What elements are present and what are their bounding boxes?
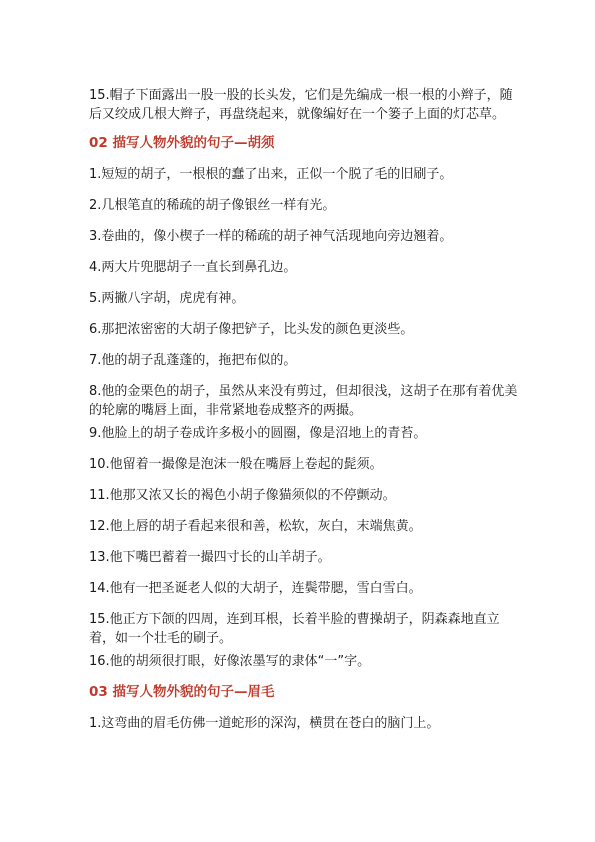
beard-item-8: 8.他的金栗色的胡子，虽然从来没有剪过，但却很浅，这胡子在那有着优美的轮廓的嘴唇上面，非常紧地卷成整齐的两撮。 bbox=[89, 384, 518, 418]
section-eyebrow bbox=[89, 683, 519, 733]
beard-item-15: 15.他正方下颌的四周，连到耳根，长着半脸的曹操胡子，阴森森地直立着，如一个壮毛的刷子。 bbox=[89, 612, 500, 646]
document-content bbox=[89, 86, 519, 745]
beard-item-3: 3.卷曲的，像小楔子一样的稀疏的胡子神气活现地向旁边翘着。 bbox=[89, 229, 453, 244]
eyebrow-item-1: 1.这弯曲的眉毛仿佛一道蛇形的深沟，横贯在苍白的脑门上。 bbox=[89, 716, 440, 731]
beard-item-2: 2.几根笔直的稀疏的胡子像银丝一样有光。 bbox=[89, 198, 336, 213]
beard-item-7: 7.他的胡子乱蓬蓬的，拖把布似的。 bbox=[89, 353, 297, 368]
beard-item-16: 16.他的胡须很打眼，好像浓墨写的隶体“一”字。 bbox=[89, 654, 371, 669]
beard-item-5: 5.两撇八字胡，虎虎有神。 bbox=[89, 291, 245, 306]
section-heading-beard: 02 描写人物外貌的句子—胡须 bbox=[89, 135, 275, 151]
beard-item-10: 10.他留着一撮像是泡沫一般在嘴唇上卷起的髭须。 bbox=[89, 457, 383, 472]
section-heading-eyebrow: 03 描写人物外貌的句子—眉毛 bbox=[89, 684, 275, 700]
beard-item-14: 14.他有一把圣诞老人似的大胡子，连鬓带腮，雪白雪白。 bbox=[89, 581, 422, 596]
beard-item-6: 6.那把浓密密的大胡子像把铲子，比头发的颜色更淡些。 bbox=[89, 322, 414, 337]
beard-item-12: 12.他上唇的胡子看起来很和善，松软，灰白，末端焦黄。 bbox=[89, 519, 422, 534]
paragraph-hat-hair-15: 15.帽子下面露出一股一股的长头发，它们是先编成一根一根的小辫子，随后又绞成几根大辫子，再盘绕起来，就像编好在一个篓子上面的灯芯草。 bbox=[89, 88, 513, 122]
beard-item-4: 4.两大片兜腮胡子一直长到鼻孔边。 bbox=[89, 260, 297, 275]
beard-item-1: 1.短短的胡子，一根根的蠢了出来，正似一个脱了毛的旧刷子。 bbox=[89, 167, 453, 182]
beard-item-11: 11.他那又浓又长的褐色小胡子像猫须似的不停颤动。 bbox=[89, 488, 396, 503]
beard-item-9: 9.他脸上的胡子卷成许多极小的圆圈，像是沼地上的青苔。 bbox=[89, 426, 427, 441]
beard-item-13: 13.他下嘴巴蓄着一撮四寸长的山羊胡子。 bbox=[89, 550, 331, 565]
section-beard bbox=[89, 134, 519, 671]
